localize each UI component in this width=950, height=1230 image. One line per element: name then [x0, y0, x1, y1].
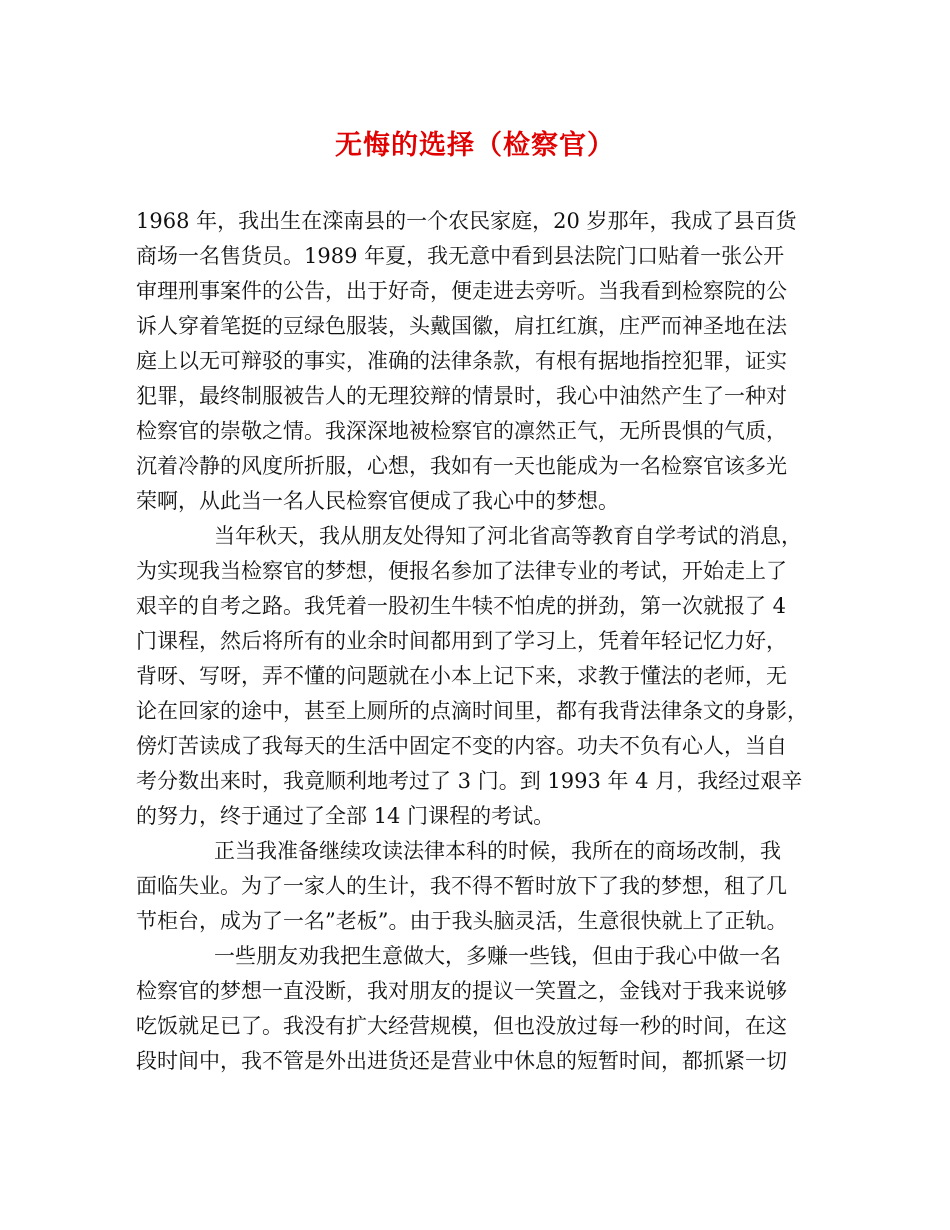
paragraph	[136, 939, 826, 1079]
text-line: 沉着冷静的风度所折服，心想，我如有一天也能成为一名检察官该多光	[136, 454, 787, 478]
text-line: 论在回家的途中，甚至上厕所的点滴时间里，都有我背法律条文的身影，	[136, 699, 808, 723]
text-line: 段时间中，我不管是外出进货还是营业中休息的短暂时间，都抓紧一切	[136, 1049, 787, 1073]
text-line: 商场一名售货员。1989 年夏，我无意中看到县法院门口贴着一张公开	[136, 244, 785, 268]
text-line: 庭上以无可辩驳的事实，准确的法律条款，有根有据地指控犯罪，证实	[136, 349, 787, 373]
body-text	[136, 204, 826, 1079]
text-line: 门课程，然后将所有的业余时间都用到了学习上，凭着年轻记忆力好，	[136, 629, 787, 653]
paragraph	[136, 204, 826, 519]
text-line: 考分数出来时，我竟顺利地考过了 3 门。到 1993 年 4 月，我经过艰辛	[136, 769, 803, 793]
text-line: 犯罪，最终制服被告人的无理狡辩的情景时，我心中油然产生了一种对	[136, 384, 787, 408]
text-line: 艰辛的自考之路。我凭着一股初生牛犊不怕虎的拼劲，第一次就报了 4	[136, 594, 787, 618]
text-line: 节柜台，成为了一名”老板”。由于我头脑灵活，生意很快就上了正轨。	[136, 909, 788, 933]
text-line: 为实现我当检察官的梦想，便报名参加了法律专业的考试，开始走上了	[136, 559, 787, 583]
text-line: 检察官的崇敬之情。我深深地被检察官的凛然正气，无所畏惧的气质，	[136, 419, 787, 443]
text-line: 吃饭就足已了。我没有扩大经营规模，但也没放过每一秒的时间，在这	[136, 1014, 787, 1038]
text-line: 傍灯苦读成了我每天的生活中固定不变的内容。功夫不负有心人，当自	[136, 734, 787, 758]
text-line: 正当我准备继续攻读法律本科的时候，我所在的商场改制，我	[214, 839, 781, 863]
text-line: 背呀、写呀，弄不懂的问题就在小本上记下来，求教于懂法的老师，无	[136, 664, 787, 688]
text-line: 荣啊，从此当一名人民检察官便成了我心中的梦想。	[136, 489, 619, 513]
text-line: 当年秋天，我从朋友处得知了河北省高等教育自学考试的消息，	[214, 524, 802, 548]
paragraph	[136, 519, 826, 834]
text-line: 诉人穿着笔挺的豆绿色服装，头戴国徽，肩扛红旗，庄严而神圣地在法	[136, 314, 787, 338]
text-line: 的努力，终于通过了全部 14 门课程的考试。	[136, 804, 555, 828]
text-line: 1968 年，我出生在滦南县的一个农民家庭，20 岁那年，我成了县百货	[136, 209, 797, 233]
page-title: 无悔的选择（检察官）	[335, 130, 615, 161]
text-line: 审理刑事案件的公告，出于好奇，便走进去旁听。当我看到检察院的公	[136, 279, 787, 303]
text-line: 检察官的梦想一直没断，我对朋友的提议一笑置之，金钱对于我来说够	[136, 979, 787, 1003]
paragraph	[136, 834, 826, 939]
text-line: 一些朋友劝我把生意做大，多赚一些钱，但由于我心中做一名	[214, 944, 781, 968]
text-line: 面临失业。为了一家人的生计，我不得不暂时放下了我的梦想，租了几	[136, 874, 787, 898]
